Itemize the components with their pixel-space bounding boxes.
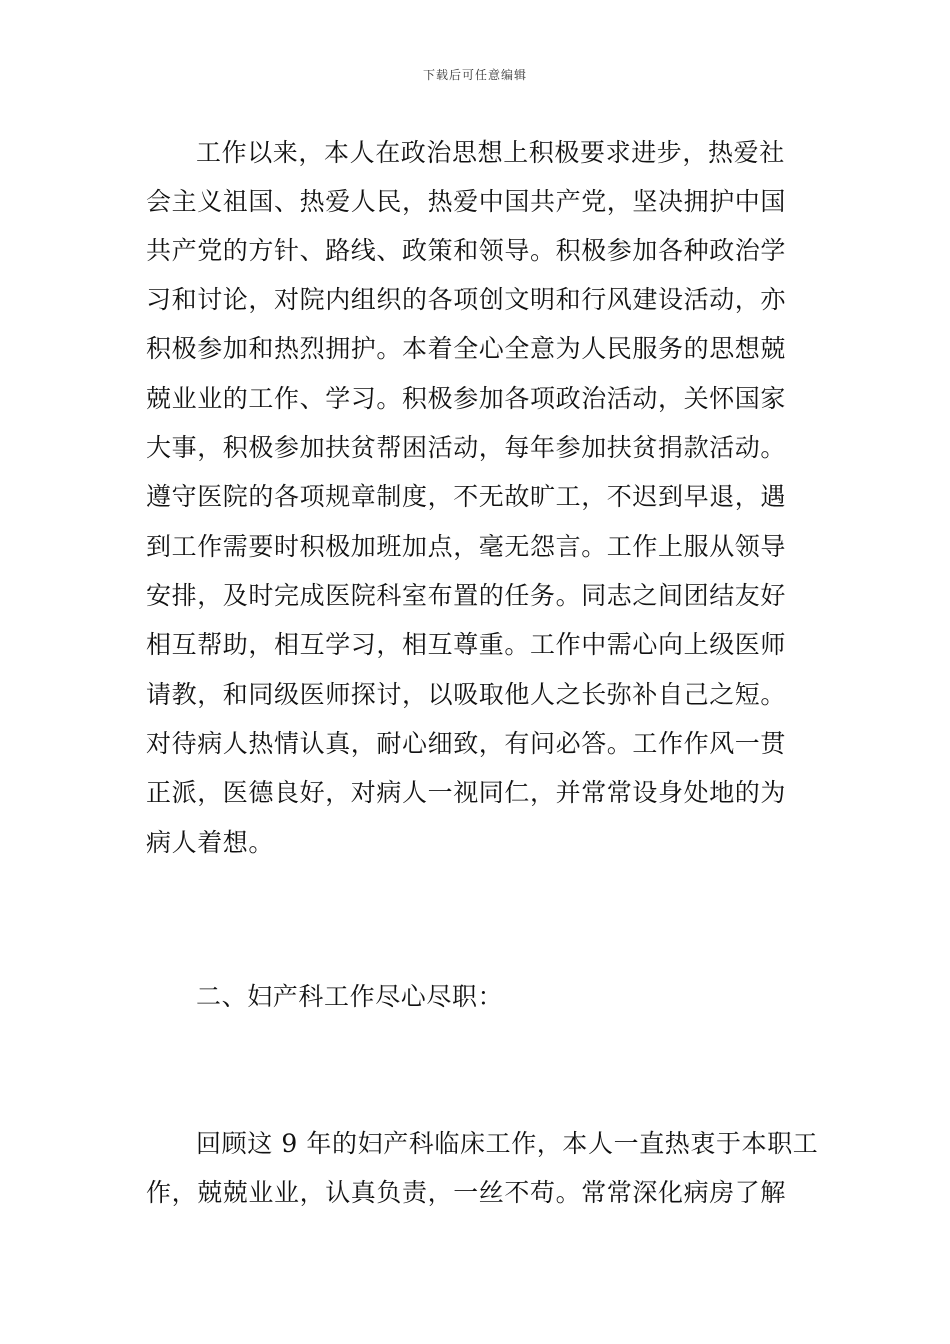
paragraph-line: 相互帮助，相互学习，相互尊重。工作中需心向上级医师 xyxy=(146,630,787,659)
section-heading: 二、妇产科工作尽心尽职： xyxy=(196,982,504,1011)
paragraph-line: 积极参加和热烈拥护。本着全心全意为人民服务的思想兢 xyxy=(146,334,787,363)
paragraph-line: 工作以来，本人在政治思想上积极要求进步，热爱社 xyxy=(196,138,785,167)
paragraph-line: 对待病人热情认真，耐心细致，有问必答。工作作风一贯 xyxy=(146,729,787,758)
paragraph-line: 回顾这 9 年的妇产科临床工作，本人一直热衷于本职工 xyxy=(196,1129,819,1158)
paragraph-line: 大事，积极参加扶贫帮困活动，每年参加扶贫捐款活动。 xyxy=(146,433,787,462)
paragraph-line: 安排，及时完成医院科室布置的任务。同志之间团结友好 xyxy=(146,581,787,610)
paragraph-line: 到工作需要时积极加班加点，毫无怨言。工作上服从领导 xyxy=(146,532,787,561)
header-note: 下载后可任意编辑 xyxy=(422,68,527,82)
paragraph-line: 病人着想。 xyxy=(146,828,275,857)
paragraph-line: 作，兢兢业业，认真负责，一丝不苟。常常深化病房了解 xyxy=(146,1178,787,1207)
paragraph-line: 习和讨论，对院内组织的各项创文明和行风建设活动，亦 xyxy=(146,285,787,314)
paragraph-line: 共产党的方针、路线、政策和领导。积极参加各种政治学 xyxy=(146,236,787,265)
paragraph-line: 正派，医德良好，对病人一视同仁，并常常设身处地的为 xyxy=(146,778,787,807)
paragraph-line: 遵守医院的各项规章制度，不无故旷工，不迟到早退，遇 xyxy=(146,482,787,511)
paragraph-line: 请教，和同级医师探讨，以吸取他人之长弥补自己之短。 xyxy=(146,680,787,709)
paragraph-line: 会主义祖国、热爱人民，热爱中国共产党，坚决拥护中国 xyxy=(146,187,787,216)
paragraph-line: 兢业业的工作、学习。积极参加各项政治活动，关怀国家 xyxy=(146,384,787,413)
